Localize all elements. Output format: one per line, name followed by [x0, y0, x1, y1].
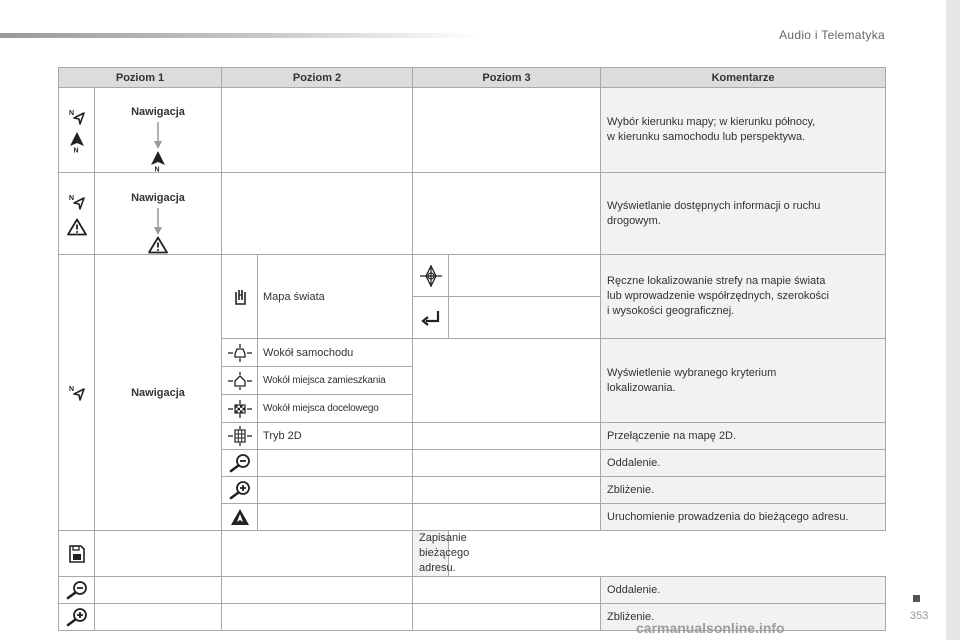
level2-label: Nawigacja [131, 106, 185, 118]
comment-cell: Oddalenie. [601, 450, 886, 477]
table-row [59, 173, 886, 255]
level3-cell [413, 450, 601, 477]
around-home-label: Wokół miejsca zamieszkania [258, 367, 413, 395]
start-guidance-icon-cell [222, 504, 258, 531]
header-bar [0, 33, 480, 38]
save-icon [68, 544, 86, 564]
zoom-in-icon-cell [222, 477, 258, 504]
level2-cell [258, 477, 413, 504]
level2-cell [222, 173, 413, 255]
level2-cell [222, 604, 413, 631]
map-orientation-icon [67, 383, 87, 403]
level1-icons [59, 255, 95, 531]
table-row [59, 577, 886, 604]
comment-cell [601, 339, 886, 423]
comment-text: lokalizowania. [607, 381, 676, 394]
comment-cell [601, 255, 886, 339]
level1-cell [95, 88, 222, 173]
level3-cell [449, 255, 601, 297]
zoom-out-icon [229, 453, 251, 473]
map-orientation-icon [67, 192, 87, 212]
comment-cell: Zbliżenie. [601, 604, 886, 631]
page-number: 353 [910, 610, 929, 622]
level1-cell [95, 173, 222, 255]
column-header: Komentarze [601, 68, 886, 88]
level1-label: Nawigacja [95, 255, 222, 531]
arrow-down-icon [153, 122, 163, 150]
level3-cell [222, 531, 413, 577]
level3-cell [413, 604, 601, 631]
around-destination-icon [228, 400, 252, 418]
comment-text: drogowym. [607, 214, 661, 227]
mode-2d-label: Tryb 2D [258, 423, 413, 450]
north-arrow-icon [148, 150, 168, 172]
column-header: Poziom 3 [413, 68, 601, 88]
level3-cell [413, 173, 601, 255]
level1-icons [59, 88, 95, 173]
comment-cell: Oddalenie. [601, 577, 886, 604]
save-icon-cell [59, 531, 95, 577]
arrow-down-icon [153, 208, 163, 236]
table-header-row [59, 68, 886, 88]
warning-triangle-icon [148, 236, 168, 254]
level2-cell [258, 504, 413, 531]
around-car-icon [228, 344, 252, 362]
around-car-icon-cell [222, 339, 258, 367]
level2-cell [222, 88, 413, 173]
level1-icons [59, 173, 95, 255]
comment-text: Ręczne lokalizowanie strefy na mapie świata [607, 275, 826, 287]
level3-cell [413, 477, 601, 504]
world-map-icon [230, 287, 250, 307]
comment-text: w kierunku samochodu lub perspektywa. [607, 131, 806, 143]
start-guidance-icon [230, 508, 250, 526]
section-title: Audio i Telematyka [779, 28, 885, 42]
comment-cell [601, 173, 886, 255]
around-destination-label: Wokół miejsca docelowego [258, 395, 413, 423]
north-arrow-icon [67, 131, 87, 153]
zoom-out-icon [66, 580, 88, 600]
comment-cell: Uruchomienie prowadzenia do bieżącego adresu. [601, 504, 886, 531]
table-row [59, 255, 886, 297]
zoom-in-icon-cell [59, 604, 95, 631]
column-header: Poziom 2 [222, 68, 413, 88]
map-orientation-icon [67, 107, 87, 127]
world-map-icon-cell [222, 255, 258, 339]
around-destination-icon-cell [222, 395, 258, 423]
zoom-in-icon [66, 607, 88, 627]
level2-cell [258, 450, 413, 477]
comment-text: Wybór kierunku mapy; w kierunku północy, [607, 116, 816, 128]
comment-cell: Zbliżenie. [601, 477, 886, 504]
around-home-icon-cell [222, 367, 258, 395]
level2-cell [95, 531, 222, 577]
level3-cell [413, 88, 601, 173]
comment-cell: Przełączenie na mapę 2D. [601, 423, 886, 450]
world-map-label: Mapa świata [258, 255, 413, 339]
zoom-in-icon [229, 480, 251, 500]
level1-cell [95, 577, 222, 604]
zoom-out-icon-cell [222, 450, 258, 477]
warning-triangle-icon [67, 218, 87, 236]
around-car-label: Wokół samochodu [258, 339, 413, 367]
column-header: Poziom 1 [59, 68, 222, 88]
comment-cell [601, 88, 886, 173]
crosshair-icon [420, 265, 442, 287]
comment-text: lub wprowadzenie współrzędnych, szerokości [607, 290, 829, 302]
table-row [59, 88, 886, 173]
comment-text: i wysokości geograficznej. [607, 305, 735, 317]
comment-cell: Zapisanie bieżącego adresu. [413, 531, 449, 577]
return-icon [420, 309, 442, 327]
watermark: carmanualsonline.info [636, 620, 785, 636]
table-row [59, 531, 886, 577]
level3-cell [413, 423, 601, 450]
level1-cell [95, 604, 222, 631]
page-marker [913, 595, 920, 602]
menu-table [58, 67, 886, 631]
zoom-out-icon-cell [59, 577, 95, 604]
around-home-icon [228, 372, 252, 390]
level3-cell [449, 297, 601, 339]
page-edge-strip [946, 0, 960, 640]
level3-cell [413, 504, 601, 531]
return-icon-cell [413, 297, 449, 339]
level3-cell [413, 577, 601, 604]
level2-label: Nawigacja [131, 191, 185, 204]
level3-cell [413, 339, 601, 423]
grid-2d-icon-cell [222, 423, 258, 450]
crosshair-icon-cell [413, 255, 449, 297]
grid-2d-icon [228, 426, 252, 446]
level2-cell [222, 577, 413, 604]
comment-text: Wyświetlenie wybranego kryterium [607, 366, 777, 379]
comment-text: Wyświetlanie dostępnych informacji o ruchu [607, 199, 821, 212]
